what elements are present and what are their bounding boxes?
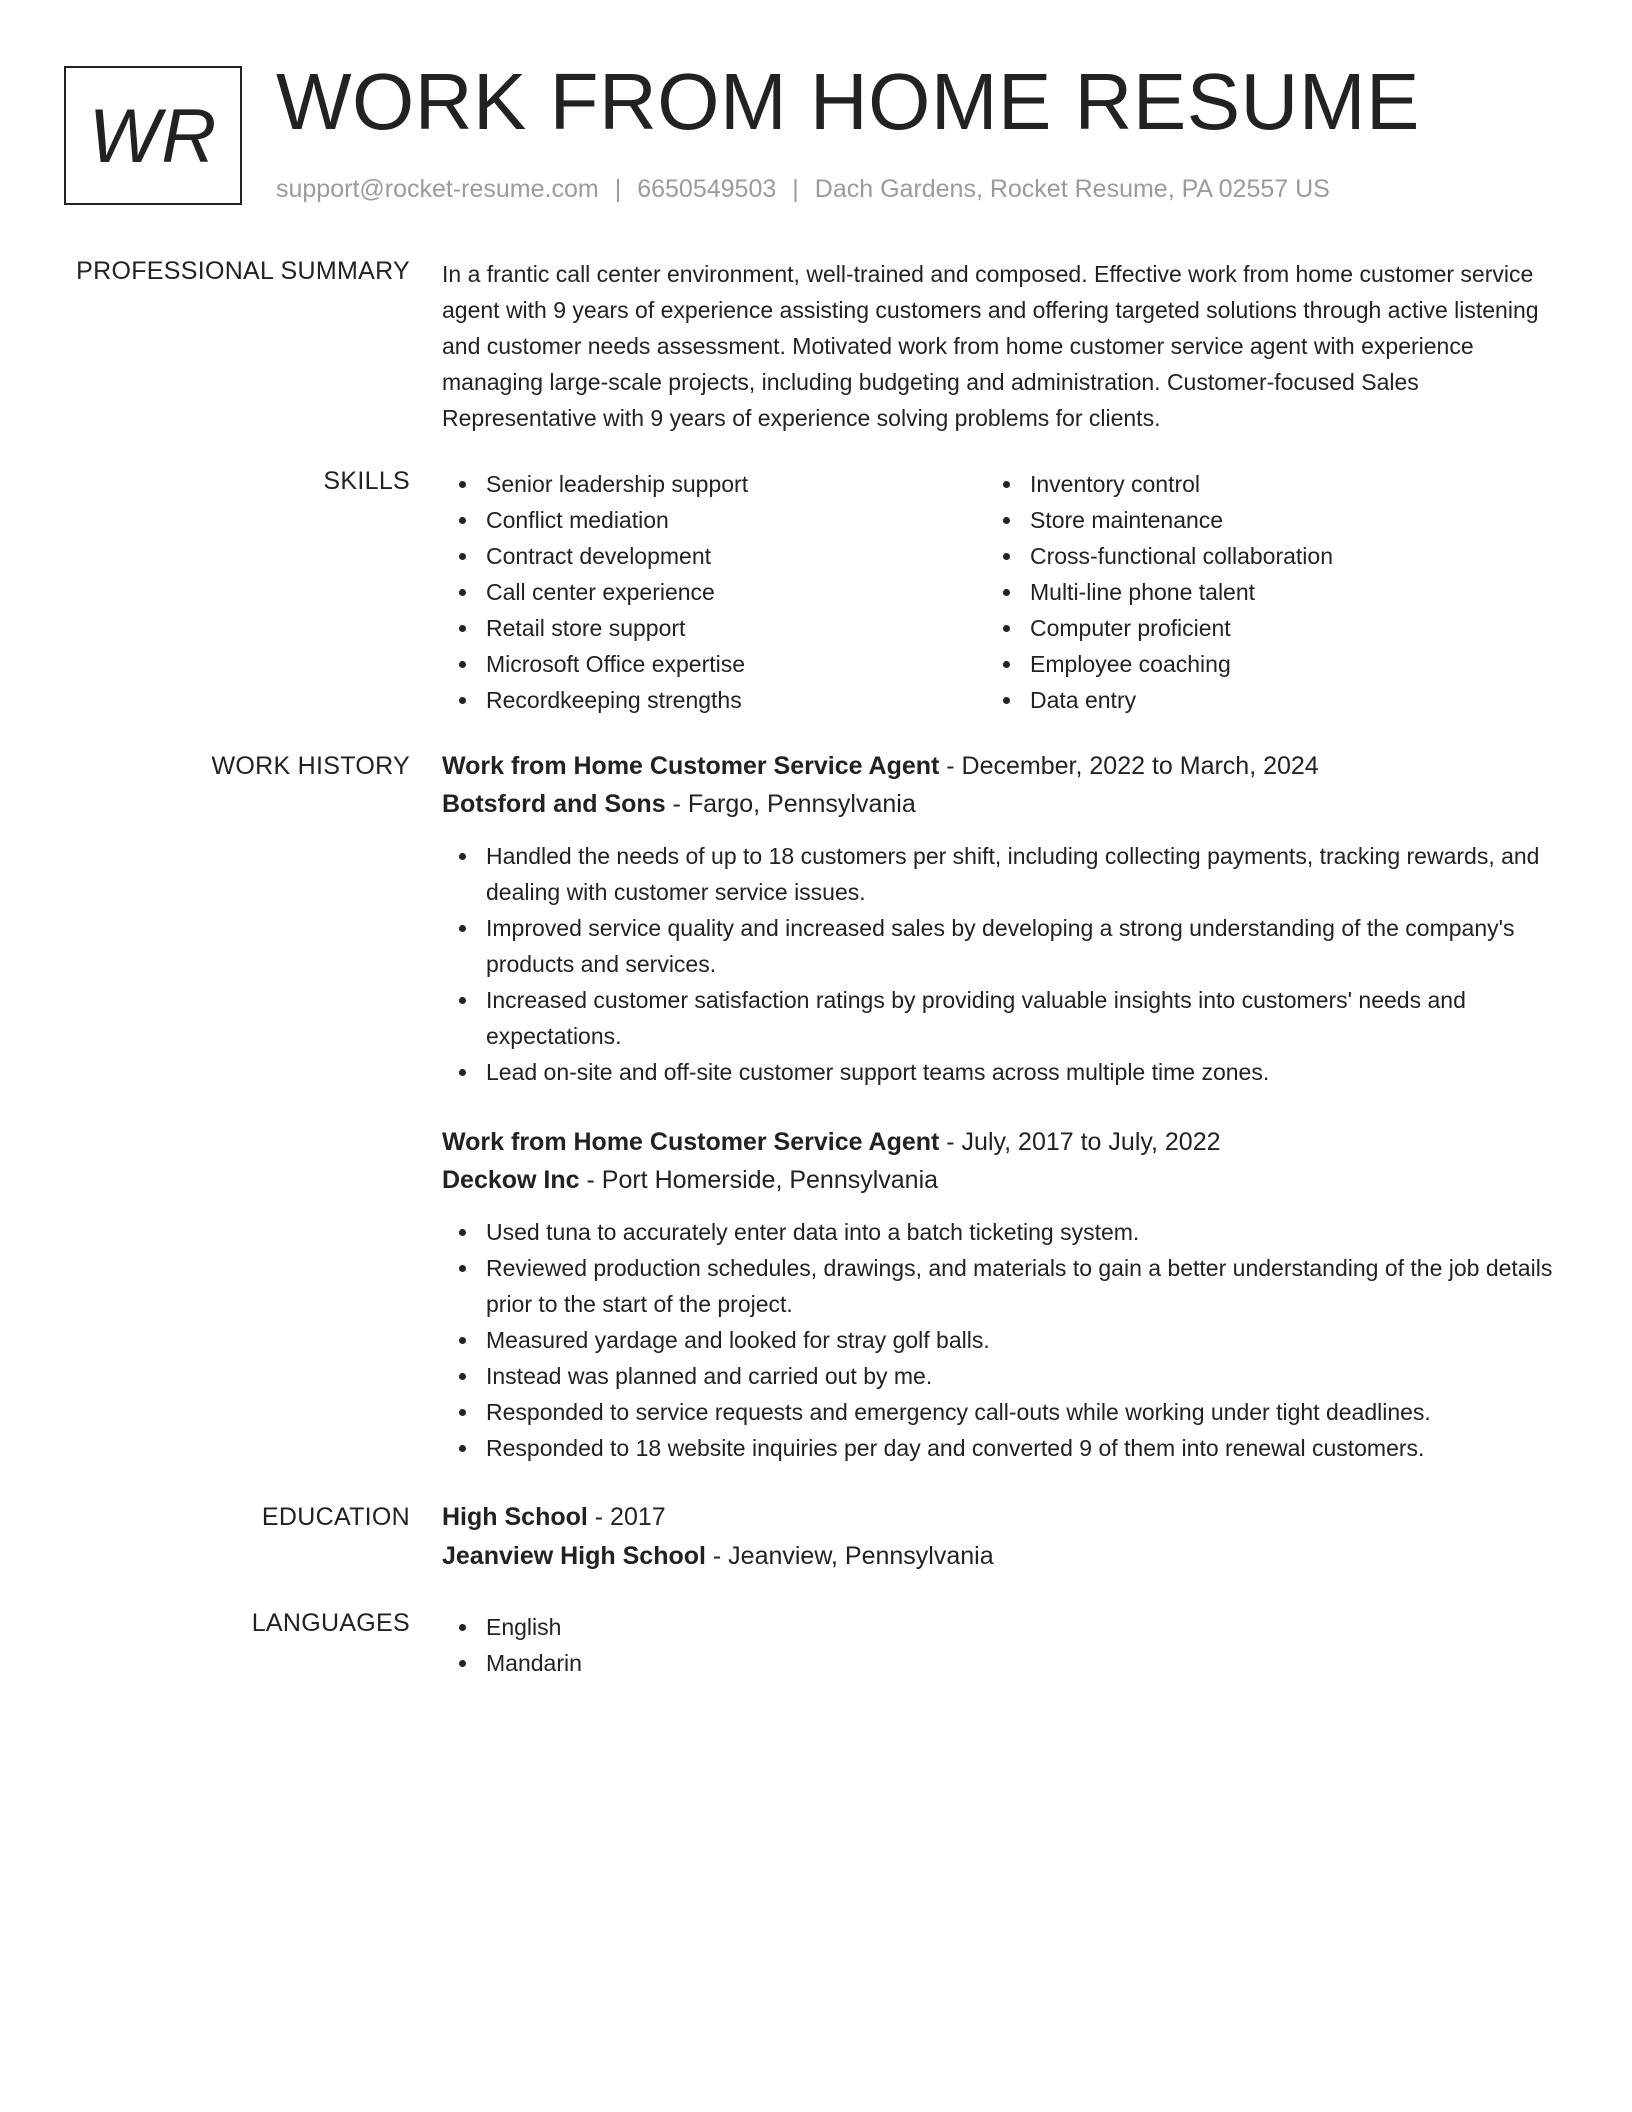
section-label-summary: PROFESSIONAL SUMMARY <box>76 257 410 285</box>
job-title-line <box>442 748 1562 784</box>
section-label-work-history: WORK HISTORY <box>211 752 410 780</box>
job-duty: Used tuna to accurately enter data into a batch ticketing system. <box>442 1214 1562 1250</box>
skill-item: Microsoft Office expertise <box>442 646 962 682</box>
contact-line <box>276 172 1330 206</box>
skill-item: Multi-line phone talent <box>986 574 1506 610</box>
summary-text: In a frantic call center environment, well-trained and composed. Effective work from home customer service agent with 9 years of experience assisting customers and offering targeted solutions through active listening and customer needs assessment. Motivated work from home customer service agent with experience managing large-scale projects, including budgeting and administration. Customer-focused Sales Representative with 9 years of experience solving problems for clients. <box>442 261 1539 431</box>
languages-list <box>442 1609 1562 1681</box>
job-duty: Responded to 18 website inquiries per day and converted 9 of them into renewal customers. <box>442 1430 1562 1466</box>
contact-email[interactable]: support@rocket-resume.com <box>276 175 599 203</box>
job-duty: Instead was planned and carried out by me. <box>442 1358 1562 1394</box>
skill-item: Inventory control <box>986 466 1506 502</box>
monogram-initials: WR <box>88 93 218 179</box>
job-duties-list <box>442 838 1562 1090</box>
education-location: - Jeanview, Pennsylvania <box>705 1542 994 1570</box>
contact-phone[interactable]: 6650549503 <box>637 175 777 203</box>
job-employer-line <box>442 786 1562 822</box>
monogram-box <box>64 66 242 205</box>
job-entry <box>442 1124 1562 1466</box>
job-duty: Increased customer satisfaction ratings by providing valuable insights into customers' needs and expectations. <box>442 982 1562 1054</box>
job-entry <box>442 748 1562 1090</box>
job-dates: - July, 2017 to July, 2022 <box>939 1128 1221 1156</box>
job-duties-list <box>442 1214 1562 1466</box>
skill-item: Store maintenance <box>986 502 1506 538</box>
resume-title: WORK FROM HOME RESUME <box>276 57 1420 146</box>
skills-list-col-2 <box>986 466 1506 718</box>
education-school: Jeanview High School <box>442 1542 706 1570</box>
section-label-skills: SKILLS <box>323 467 410 495</box>
job-title: Work from Home Customer Service Agent <box>442 1128 940 1156</box>
skill-item: Cross-functional collaboration <box>986 538 1506 574</box>
skills-list-col-1 <box>442 466 962 718</box>
skill-item: Senior leadership support <box>442 466 962 502</box>
section-label-education: EDUCATION <box>261 1503 410 1531</box>
education-school-line <box>442 1538 1562 1574</box>
contact-address: Dach Gardens, Rocket Resume, PA 02557 US <box>814 175 1330 203</box>
job-duty: Lead on-site and off-site customer support teams across multiple time zones. <box>442 1054 1562 1090</box>
job-location: - Fargo, Pennsylvania <box>665 790 916 818</box>
education-year: - 2017 <box>587 1503 666 1531</box>
skill-item: Conflict mediation <box>442 502 962 538</box>
job-employer-line <box>442 1162 1562 1198</box>
skill-item: Computer proficient <box>986 610 1506 646</box>
job-duty: Reviewed production schedules, drawings, and materials to gain a better understanding of the job details prior to the start of the project. <box>442 1250 1562 1322</box>
section-label-languages: LANGUAGES <box>251 1609 410 1637</box>
contact-separator: | <box>614 175 622 203</box>
skill-item: Retail store support <box>442 610 962 646</box>
job-duty: Handled the needs of up to 18 customers per shift, including collecting payments, tracking rewards, and dealing with customer service issues. <box>442 838 1562 910</box>
contact-separator: | <box>792 175 799 203</box>
job-duty: Measured yardage and looked for stray golf balls. <box>442 1322 1562 1358</box>
skill-item: Data entry <box>986 682 1506 718</box>
skill-item: Employee coaching <box>986 646 1506 682</box>
skill-item: Call center experience <box>442 574 962 610</box>
education-entry <box>442 1499 1562 1574</box>
language-item: Mandarin <box>442 1645 1562 1681</box>
job-duty: Responded to service requests and emergency call-outs while working under tight deadlines. <box>442 1394 1562 1430</box>
job-employer: Botsford and Sons <box>442 790 666 818</box>
skill-item: Contract development <box>442 538 962 574</box>
job-dates: - December, 2022 to March, 2024 <box>939 752 1319 780</box>
skill-item: Recordkeeping strengths <box>442 682 962 718</box>
job-employer: Deckow Inc <box>442 1166 580 1194</box>
education-degree: High School <box>442 1503 588 1531</box>
job-duty: Improved service quality and increased sales by developing a strong understanding of the company's products and services. <box>442 910 1562 982</box>
education-degree-line <box>442 1499 1562 1535</box>
job-title-line <box>442 1124 1562 1160</box>
job-title: Work from Home Customer Service Agent <box>442 752 940 780</box>
job-location: - Port Homerside, Pennsylvania <box>579 1166 939 1194</box>
language-item: English <box>442 1609 1562 1645</box>
